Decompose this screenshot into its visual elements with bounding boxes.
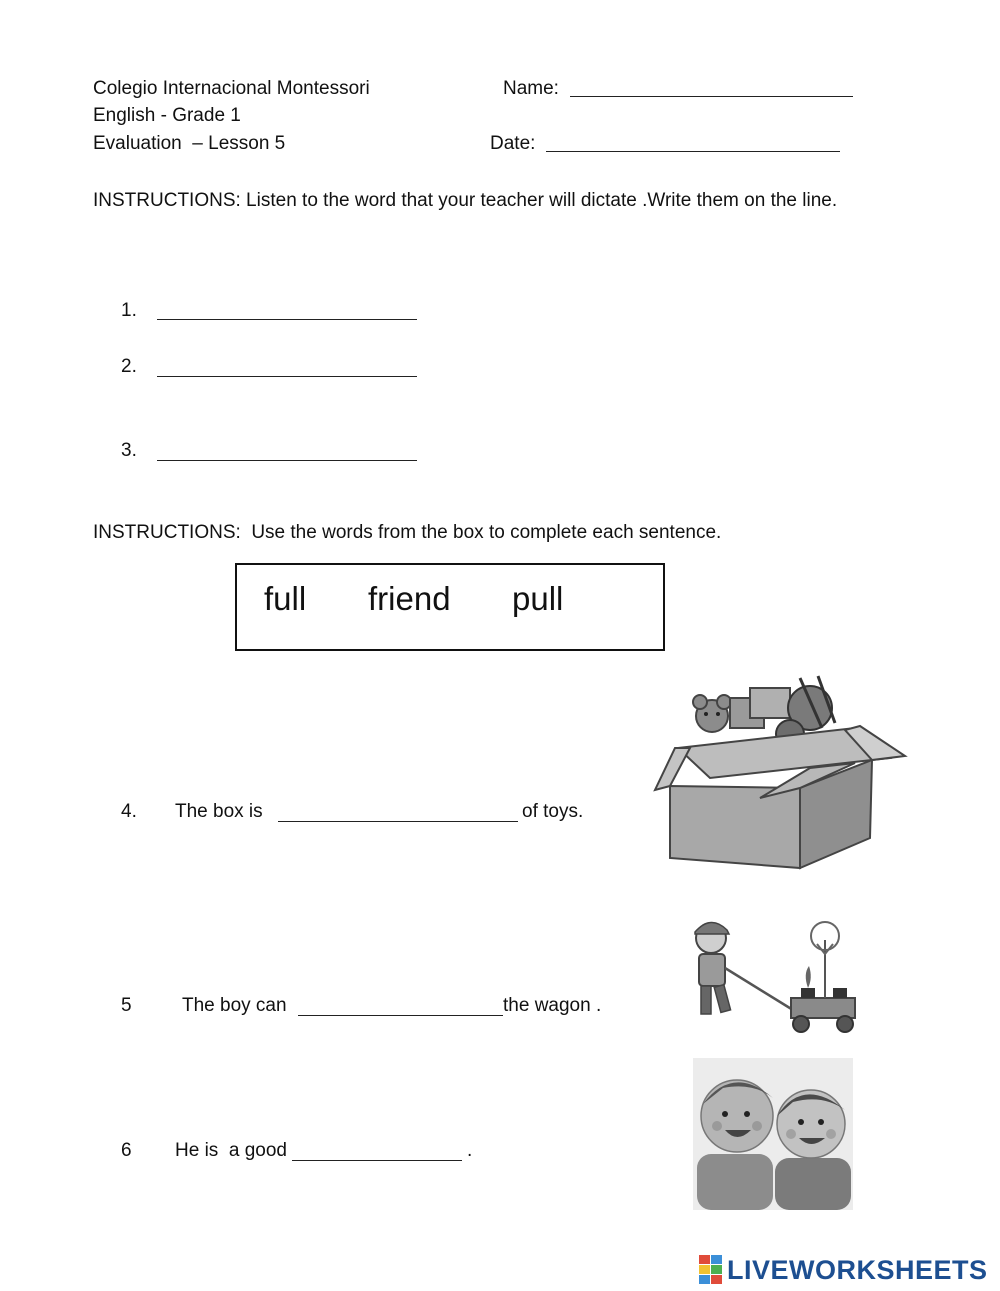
liveworksheets-logo	[699, 1255, 988, 1285]
q5-text-before: The boy can	[182, 995, 287, 1016]
q6-number: 6	[121, 1140, 132, 1161]
q4-text-after: of toys.	[522, 801, 584, 822]
q6-answer[interactable]	[292, 1160, 462, 1161]
dictation-instructions: INSTRUCTIONS: Listen to the word that your teacher will dictate .Write them on the line.	[93, 190, 838, 211]
evaluation-line: Evaluation – Lesson 5	[93, 133, 286, 154]
liveworksheets-icon	[699, 1255, 723, 1285]
boy-wagon-image	[683, 910, 863, 1038]
name-label: Name:	[503, 78, 559, 99]
q5-answer[interactable]	[298, 1015, 503, 1016]
friends-image	[693, 1058, 853, 1210]
q6-text-before: He is a good	[175, 1140, 287, 1161]
dictation-answer-3[interactable]	[157, 460, 417, 461]
dictation-number-3: 3.	[121, 440, 137, 461]
sentence-instructions: INSTRUCTIONS: Use the words from the box to complete each sentence.	[93, 522, 722, 543]
word-box	[235, 563, 665, 651]
q5-text-after: the wagon .	[503, 995, 602, 1016]
school-name: Colegio Internacional Montessori	[93, 78, 370, 99]
q4-text-before: The box is	[175, 801, 263, 822]
dictation-number-1: 1.	[121, 300, 137, 321]
liveworksheets-brand: LIVEWORKSHEETS	[727, 1254, 988, 1285]
q6-text-after: .	[467, 1140, 473, 1161]
q4-number: 4.	[121, 801, 137, 822]
word-friend: friend	[368, 580, 451, 617]
word-full: full	[264, 580, 307, 617]
dictation-answer-1[interactable]	[157, 319, 417, 320]
q4-answer[interactable]	[278, 821, 518, 822]
dictation-answer-2[interactable]	[157, 376, 417, 377]
q5-number: 5	[121, 995, 132, 1016]
word-pull: pull	[512, 580, 564, 617]
name-field[interactable]	[570, 96, 853, 97]
dictation-number-2: 2.	[121, 356, 137, 377]
subject-line: English - Grade 1	[93, 105, 241, 126]
date-label: Date:	[490, 133, 536, 154]
toy-box-image	[650, 668, 910, 880]
date-field[interactable]	[546, 151, 840, 152]
